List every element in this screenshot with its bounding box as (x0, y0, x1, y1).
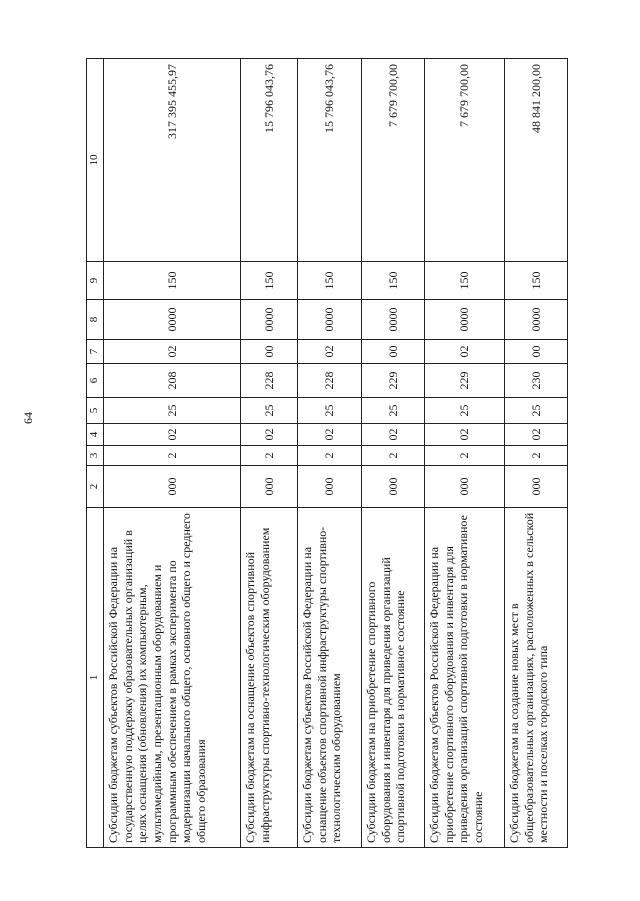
code-cell: 02 (505, 424, 568, 446)
column-header: 5 (87, 398, 104, 424)
table-row (425, 59, 505, 848)
amount-cell: 7 679 700,00 (425, 59, 505, 262)
row-description: Субсидии бюджетам на приобретение спортивного оборудования и инвентаря для приведения организаций спортивной подготовки в нормативное состояние (362, 508, 425, 848)
code-cell: 00 (241, 340, 298, 364)
code-cell: 0000 (362, 300, 425, 340)
code-cell: 02 (362, 424, 425, 446)
code-cell: 000 (298, 466, 362, 508)
code-cell: 150 (241, 262, 298, 300)
column-header: 4 (87, 424, 104, 446)
row-description: Субсидии бюджетам на оснащение объектов спортивной инфраструктуры спортивно-технологическим оборудованием (241, 508, 298, 848)
row-description: Субсидии бюджетам субъектов Российской Федерации на приобретение спортивного оборудования и инвентаря для приведения организаций спортивной подготовки в нормативное состояние (425, 508, 505, 848)
code-cell: 25 (362, 398, 425, 424)
code-cell: 2 (425, 446, 505, 466)
code-cell: 0000 (425, 300, 505, 340)
column-header: 9 (87, 262, 104, 300)
code-cell: 02 (241, 424, 298, 446)
amount-cell: 7 679 700,00 (362, 59, 425, 262)
code-cell: 150 (298, 262, 362, 300)
code-cell: 0000 (241, 300, 298, 340)
code-cell: 229 (362, 364, 425, 398)
code-cell: 25 (505, 398, 568, 424)
code-cell: 150 (425, 262, 505, 300)
code-cell: 02 (425, 424, 505, 446)
code-cell: 208 (104, 364, 241, 398)
code-cell: 000 (505, 466, 568, 508)
column-header: 10 (87, 59, 104, 262)
table-row (298, 59, 362, 848)
code-cell: 0000 (505, 300, 568, 340)
budget-subsidy-table (86, 58, 568, 848)
table-row (505, 59, 568, 848)
code-cell: 229 (425, 364, 505, 398)
code-cell: 150 (505, 262, 568, 300)
code-cell: 000 (104, 466, 241, 508)
code-cell: 2 (104, 446, 241, 466)
code-cell: 000 (241, 466, 298, 508)
code-cell: 2 (241, 446, 298, 466)
table-row (104, 59, 241, 848)
column-header: 6 (87, 364, 104, 398)
column-header: 3 (87, 446, 104, 466)
code-cell: 25 (104, 398, 241, 424)
header-row (87, 59, 104, 848)
column-header: 8 (87, 300, 104, 340)
code-cell: 25 (298, 398, 362, 424)
code-cell: 02 (104, 424, 241, 446)
row-description: Субсидии бюджетам на создание новых мест в общеобразовательных организациях, расположенных в сельской местности и поселках городского типа (505, 508, 568, 848)
column-header: 2 (87, 466, 104, 508)
code-cell: 2 (362, 446, 425, 466)
code-cell: 02 (298, 340, 362, 364)
amount-cell: 15 796 043,76 (241, 59, 298, 262)
column-header: 7 (87, 340, 104, 364)
amount-cell: 15 796 043,76 (298, 59, 362, 262)
code-cell: 25 (425, 398, 505, 424)
amount-cell: 317 395 455,97 (104, 59, 241, 262)
code-cell: 150 (362, 262, 425, 300)
column-header: 1 (87, 508, 104, 848)
row-description: Субсидии бюджетам субъектов Российской Федерации на оснащение объектов спортивной инфраструктуры спортивно-технологическим оборудованием (298, 508, 362, 848)
code-cell: 02 (425, 340, 505, 364)
code-cell: 230 (505, 364, 568, 398)
row-description: Субсидии бюджетам субъектов Российской Федерации на государственную поддержку образовательных организаций в целях оснащения (обновления) их компьютерным, мультимедийным, презентационным оборудованием и программным обеспечением в рамках эксперимента по модернизации начального общего, основного общего и среднего общего образования (104, 508, 241, 848)
code-cell: 02 (104, 340, 241, 364)
code-cell: 000 (362, 466, 425, 508)
code-cell: 228 (298, 364, 362, 398)
budget-table-sheet (86, 59, 564, 848)
code-cell: 2 (505, 446, 568, 466)
code-cell: 0000 (104, 300, 241, 340)
code-cell: 228 (241, 364, 298, 398)
page-number: 64 (21, 412, 35, 424)
code-cell: 0000 (298, 300, 362, 340)
amount-cell: 48 841 200,00 (505, 59, 568, 262)
table-row (362, 59, 425, 848)
code-cell: 2 (298, 446, 362, 466)
code-cell: 00 (362, 340, 425, 364)
table-row (241, 59, 298, 848)
code-cell: 02 (298, 424, 362, 446)
code-cell: 25 (241, 398, 298, 424)
code-cell: 00 (505, 340, 568, 364)
code-cell: 000 (425, 466, 505, 508)
code-cell: 150 (104, 262, 241, 300)
